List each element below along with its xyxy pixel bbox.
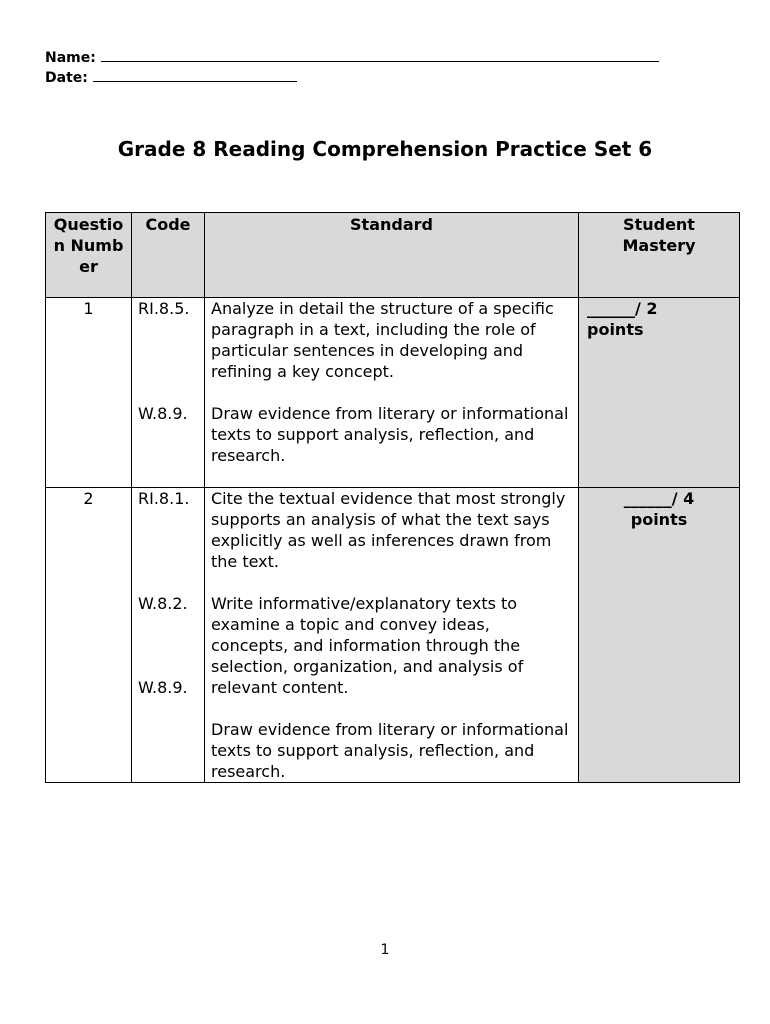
date-label: Date: bbox=[45, 70, 88, 86]
header-question-number: Question Number bbox=[46, 213, 132, 298]
standard-text: Write informative/explanatory texts to examine a topic and convey ideas, concepts, and information through the selection, organization, and analysis of relevant content. bbox=[211, 594, 524, 697]
standards-table bbox=[45, 212, 740, 783]
standard-text: Cite the textual evidence that most strongly supports an analysis of what the text says explicitly as well as inferences drawn from the text. bbox=[211, 489, 566, 571]
standard-text: Draw evidence from literary or informational texts to support analysis, reflection, and research. bbox=[211, 720, 569, 781]
mastery-score[interactable]: ______/ 4 points bbox=[579, 488, 740, 783]
name-field[interactable] bbox=[45, 47, 659, 67]
table-row bbox=[46, 298, 740, 488]
question-number: 2 bbox=[46, 488, 132, 783]
page-number: 1 bbox=[380, 942, 390, 958]
name-blank[interactable] bbox=[101, 47, 659, 62]
header-code: Code bbox=[132, 213, 205, 298]
mastery-score[interactable]: ______/ 2 points bbox=[579, 298, 740, 488]
code: W.8.9. bbox=[138, 404, 188, 423]
code: RI.8.1. bbox=[138, 489, 190, 508]
standard-cell bbox=[205, 488, 579, 783]
header-standard: Standard bbox=[205, 213, 579, 298]
standard-text: Draw evidence from literary or informational texts to support analysis, reflection, and research. bbox=[211, 404, 569, 465]
code: W.8.9. bbox=[138, 678, 188, 697]
header-student-mastery: Student Mastery bbox=[579, 213, 740, 298]
code-cell bbox=[132, 298, 205, 488]
code: W.8.2. bbox=[138, 594, 188, 613]
name-label: Name: bbox=[45, 50, 96, 66]
table-row bbox=[46, 488, 740, 783]
page-title: Grade 8 Reading Comprehension Practice Set 6 bbox=[117, 137, 653, 161]
standard-cell bbox=[205, 298, 579, 488]
question-number: 1 bbox=[46, 298, 132, 488]
date-field[interactable] bbox=[45, 67, 297, 87]
table-header-row bbox=[46, 213, 740, 298]
code-cell bbox=[132, 488, 205, 783]
standard-text: Analyze in detail the structure of a specific paragraph in a text, including the role of particular sentences in developing and refining a key concept. bbox=[211, 299, 554, 381]
code: RI.8.5. bbox=[138, 299, 190, 318]
date-blank[interactable] bbox=[93, 67, 297, 82]
